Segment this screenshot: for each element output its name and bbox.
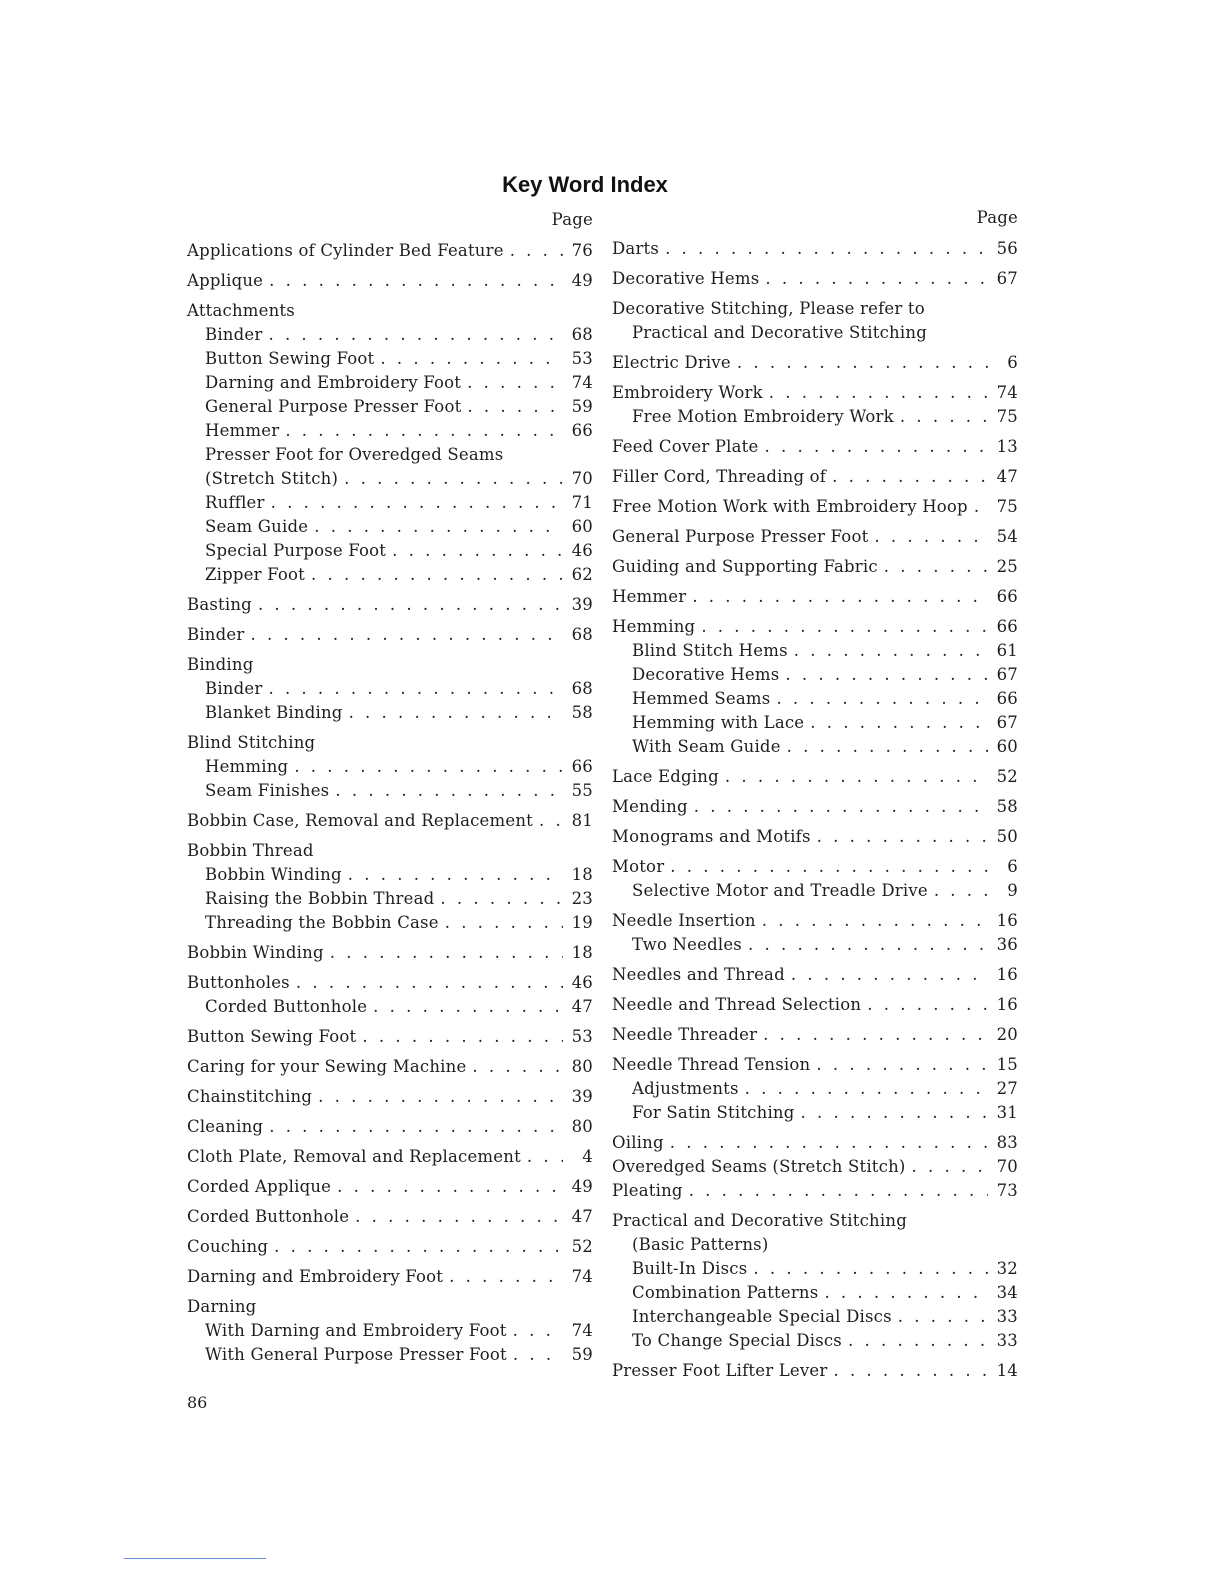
index-entry: Applications of Cylinder Bed Feature . . . 76 [187, 239, 593, 263]
index-heading: Binding [187, 655, 254, 674]
index-entry: Guiding and Supporting Fabric . . . 25 [612, 555, 1018, 579]
index-entry: Basting . . . 39 [187, 593, 593, 617]
footer-rule [124, 1558, 266, 1559]
page-title: Key Word Index [502, 172, 668, 197]
page-column-header: Page [976, 208, 1018, 227]
index-entry: Chainstitching . . . 39 [187, 1085, 593, 1109]
index-subentry: Button Sewing Foot . . . 53 [187, 347, 593, 371]
index-entry: Decorative Hems . . . 67 [612, 267, 1018, 291]
index-entry: Cleaning . . . 80 [187, 1115, 593, 1139]
index-entry: Corded Buttonhole . . . 47 [187, 1205, 593, 1229]
index-entry: Bobbin Winding . . . 18 [187, 941, 593, 965]
index-entry: Binder . . . 68 [187, 623, 593, 647]
index-entry: Feed Cover Plate . . . 13 [612, 435, 1018, 459]
index-entry: Hemmer . . . 66 [612, 585, 1018, 609]
index-entry: Darts . . . 56 [612, 237, 1018, 261]
index-subentry: Seam Finishes . . . 55 [187, 779, 593, 803]
index-entry: Electric Drive . . . 6 [612, 351, 1018, 375]
index-subentry: Decorative Hems . . . 67 [612, 663, 1018, 687]
index-entry: Button Sewing Foot . . . 53 [187, 1025, 593, 1049]
index-entry: Applique . . . 49 [187, 269, 593, 293]
index-subheading: Presser Foot for Overedged Seams [205, 445, 504, 464]
index-heading-continuation: (Basic Patterns) [632, 1235, 769, 1254]
index-heading: Darning [187, 1297, 257, 1316]
index-entry: Caring for your Sewing Machine . . . 80 [187, 1055, 593, 1079]
index-entry: Darning and Embroidery Foot . . . 74 [187, 1265, 593, 1289]
index-subentry: Threading the Bobbin Case . . . 19 [187, 911, 593, 935]
index-entry: Mending . . . 58 [612, 795, 1018, 819]
index-subentry: (Stretch Stitch) . . . 70 [187, 467, 593, 491]
index-subentry: Bobbin Winding . . . 18 [187, 863, 593, 887]
index-subentry: Hemmer . . . 66 [187, 419, 593, 443]
index-subentry: With General Purpose Presser Foot . . . 59 [187, 1343, 593, 1367]
index-subentry: Hemming with Lace . . . 67 [612, 711, 1018, 735]
index-subentry: Binder . . . 68 [187, 323, 593, 347]
index-entry: Hemming . . . 66 [612, 615, 1018, 639]
index-entry: Oiling . . . 83 [612, 1131, 1018, 1155]
index-subentry: General Purpose Presser Foot . . . 59 [187, 395, 593, 419]
index-entry: Monograms and Motifs . . . 50 [612, 825, 1018, 849]
index-subentry: Free Motion Embroidery Work . . . 75 [612, 405, 1018, 429]
index-heading-continuation: Practical and Decorative Stitching [632, 323, 927, 342]
index-heading: Practical and Decorative Stitching [612, 1211, 907, 1230]
index-entry: Free Motion Work with Embroidery Hoop . . . 75 [612, 495, 1018, 519]
index-subentry: Binder . . . 68 [187, 677, 593, 701]
index-subentry: Blind Stitch Hems . . . 61 [612, 639, 1018, 663]
index-subentry: Darning and Embroidery Foot . . . 74 [187, 371, 593, 395]
index-entry: Presser Foot Lifter Lever . . . 14 [612, 1359, 1018, 1383]
index-subentry: Built-In Discs . . . 32 [612, 1257, 1018, 1281]
index-entry: Needle Threader . . . 20 [612, 1023, 1018, 1047]
page-column-header: Page [551, 210, 593, 229]
index-heading: Blind Stitching [187, 733, 316, 752]
index-entry: General Purpose Presser Foot . . . 54 [612, 525, 1018, 549]
index-subentry: To Change Special Discs . . . 33 [612, 1329, 1018, 1353]
index-entry: Motor . . . 6 [612, 855, 1018, 879]
index-entry: Needles and Thread . . . 16 [612, 963, 1018, 987]
index-subentry: For Satin Stitching . . . 31 [612, 1101, 1018, 1125]
index-subentry: Zipper Foot . . . 62 [187, 563, 593, 587]
index-subentry: Seam Guide . . . 60 [187, 515, 593, 539]
index-entry: Needle Thread Tension . . . 15 [612, 1053, 1018, 1077]
index-subentry: Selective Motor and Treadle Drive . . . 9 [612, 879, 1018, 903]
index-subentry: With Darning and Embroidery Foot . . . 74 [187, 1319, 593, 1343]
index-column-right [612, 208, 1018, 1383]
index-subentry: Two Needles . . . 36 [612, 933, 1018, 957]
index-entry: Couching . . . 52 [187, 1235, 593, 1259]
index-entry: Bobbin Case, Removal and Replacement . . . 81 [187, 809, 593, 833]
index-subentry: Special Purpose Foot . . . 46 [187, 539, 593, 563]
index-subentry: With Seam Guide . . . 60 [612, 735, 1018, 759]
index-heading: Bobbin Thread [187, 841, 314, 860]
index-column-left [187, 210, 593, 1367]
index-entry: Needle Insertion . . . 16 [612, 909, 1018, 933]
index-subentry: Ruffler . . . 71 [187, 491, 593, 515]
index-entry: Filler Cord, Threading of . . . 47 [612, 465, 1018, 489]
index-subentry: Raising the Bobbin Thread . . . 23 [187, 887, 593, 911]
index-entry: Cloth Plate, Removal and Replacement . . . 4 [187, 1145, 593, 1169]
index-subentry: Hemmed Seams . . . 66 [612, 687, 1018, 711]
index-subentry: Interchangeable Special Discs . . . 33 [612, 1305, 1018, 1329]
index-entry: Pleating . . . 73 [612, 1179, 1018, 1203]
index-heading: Decorative Stitching, Please refer to [612, 299, 925, 318]
index-heading: Attachments [187, 301, 295, 320]
index-entry: Buttonholes . . . 46 [187, 971, 593, 995]
index-entry: Corded Applique . . . 49 [187, 1175, 593, 1199]
index-entry: Overedged Seams (Stretch Stitch) . . . 70 [612, 1155, 1018, 1179]
index-subentry: Hemming . . . 66 [187, 755, 593, 779]
index-entry: Embroidery Work . . . 74 [612, 381, 1018, 405]
index-entry: Needle and Thread Selection . . . 16 [612, 993, 1018, 1017]
index-subentry: Combination Patterns . . . 34 [612, 1281, 1018, 1305]
index-entry: Lace Edging . . . 52 [612, 765, 1018, 789]
index-subentry: Blanket Binding . . . 58 [187, 701, 593, 725]
index-subentry: Adjustments . . . 27 [612, 1077, 1018, 1101]
index-subentry: Corded Buttonhole . . . 47 [187, 995, 593, 1019]
page-number: 86 [187, 1393, 208, 1412]
